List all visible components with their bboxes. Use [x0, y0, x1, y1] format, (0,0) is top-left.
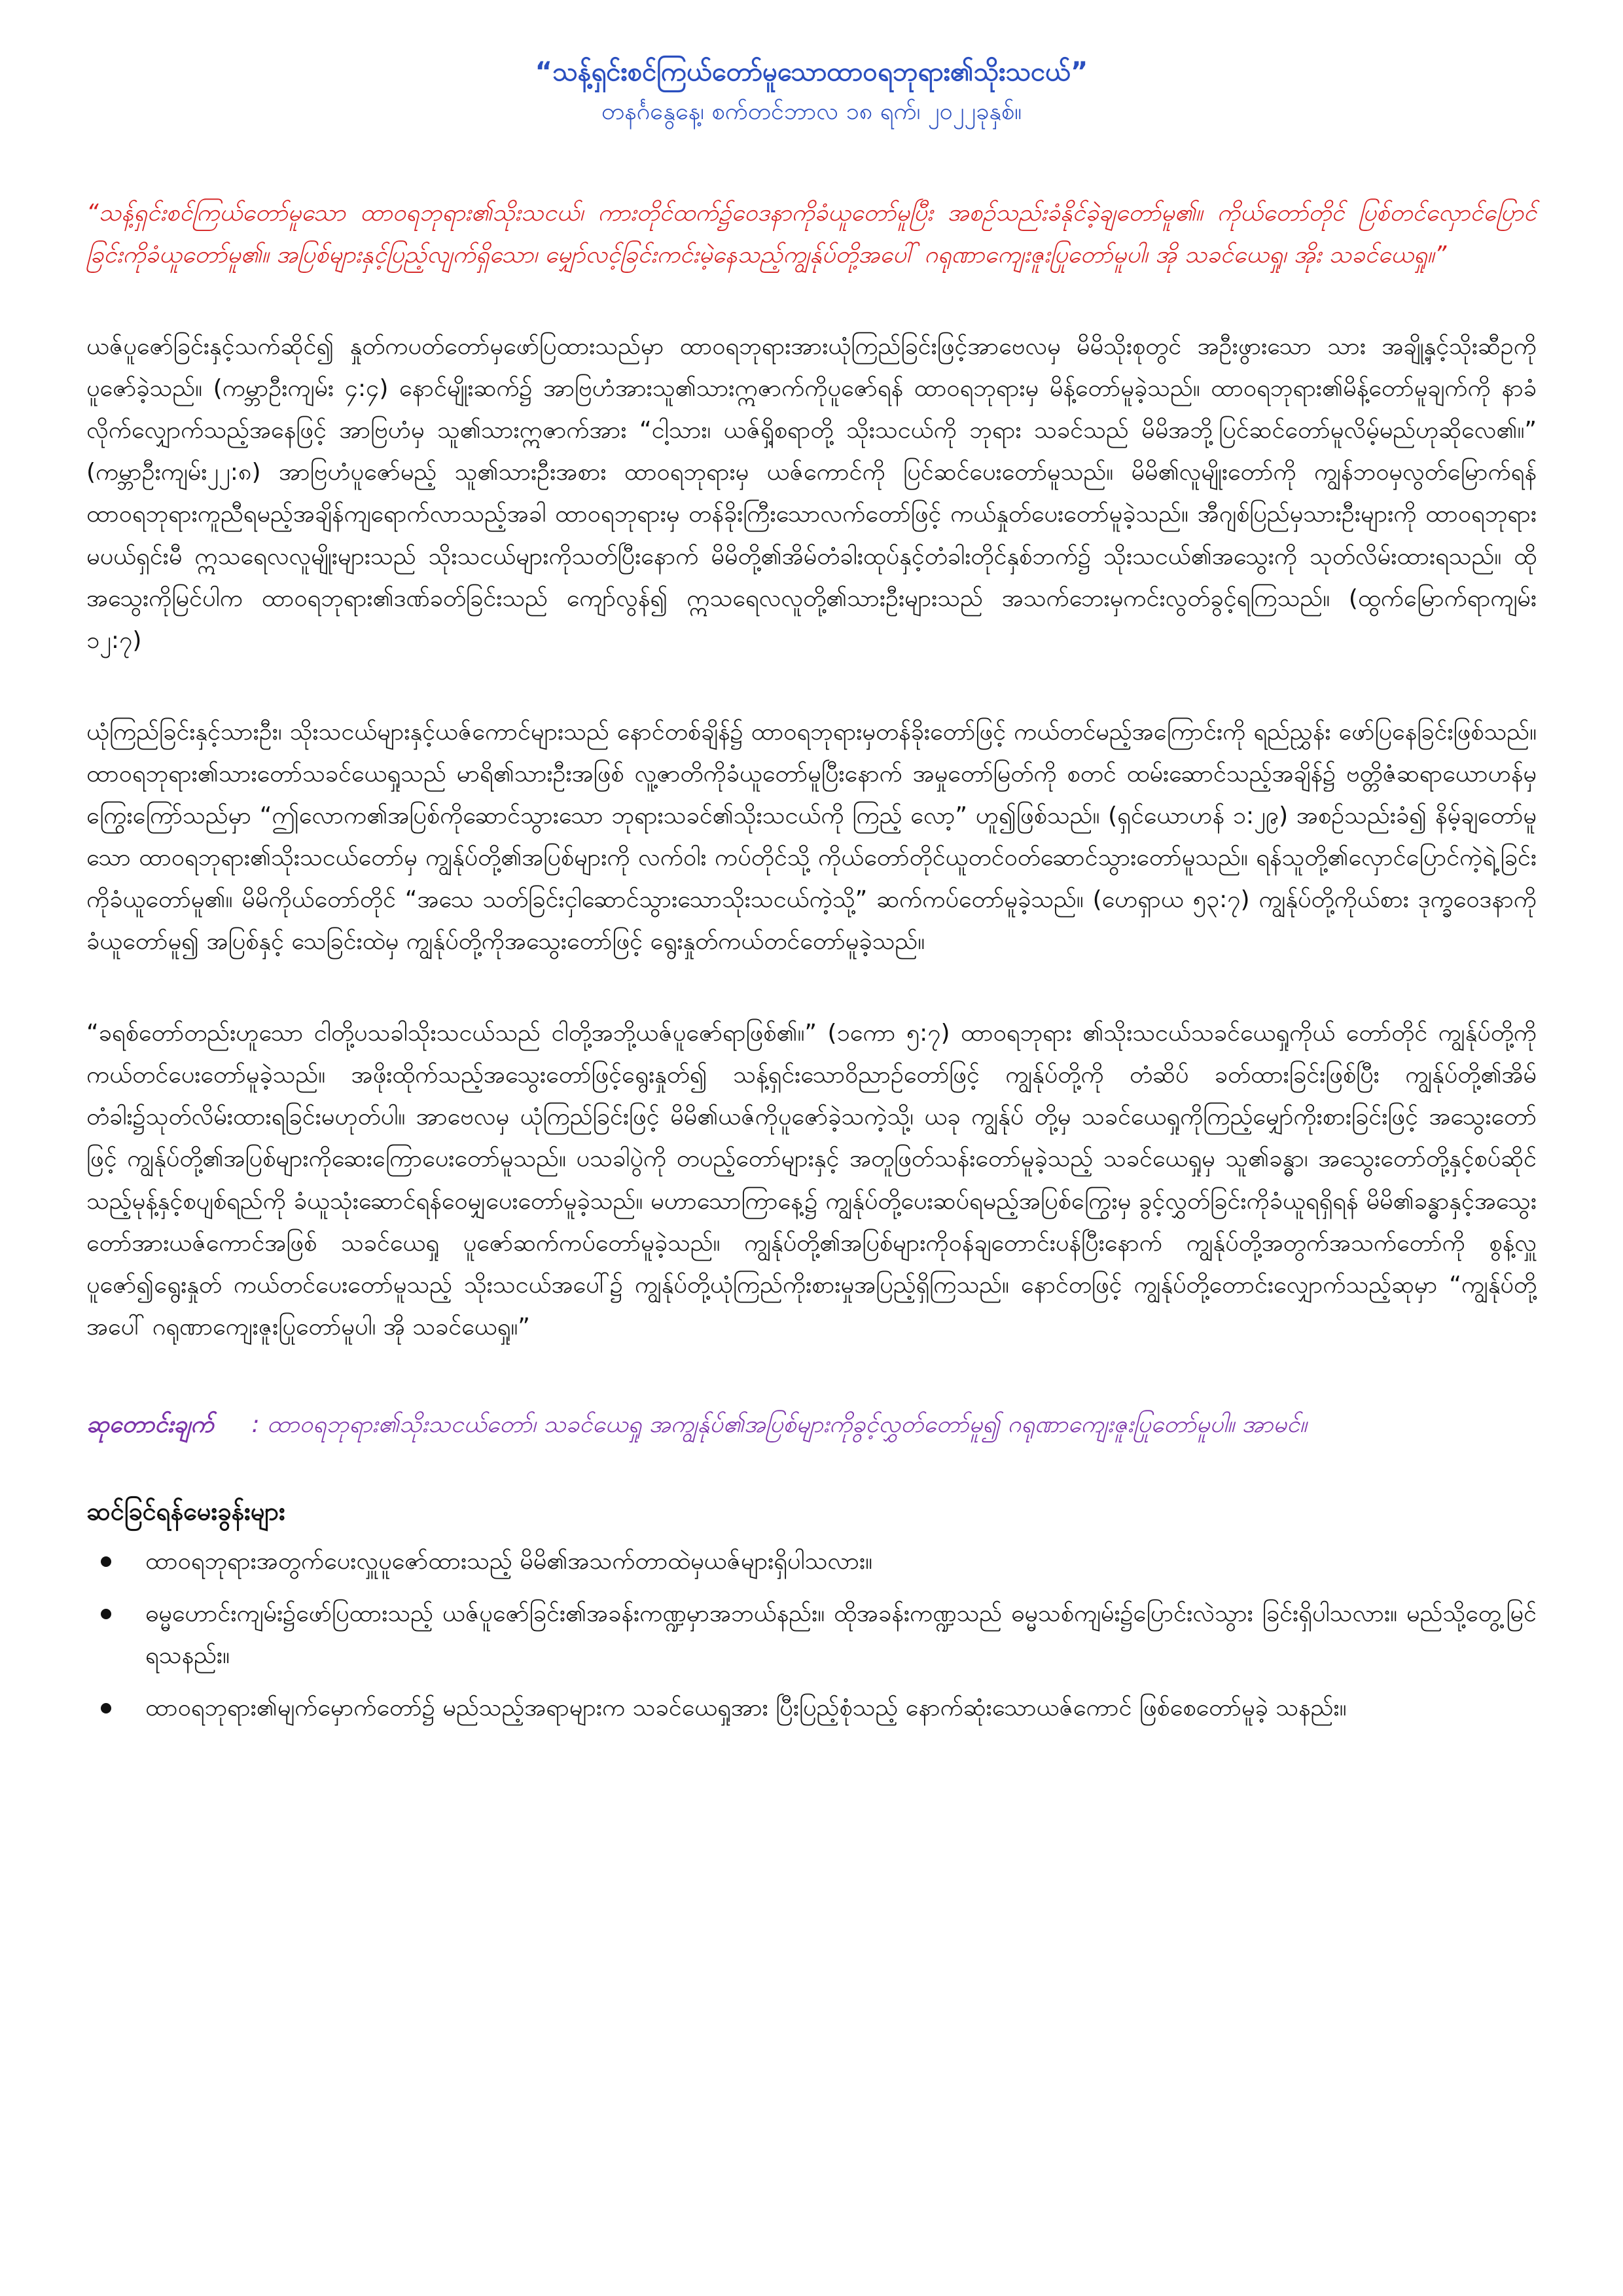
question-text: ဓမ္မဟောင်းကျမ်း၌ဖော်ပြထားသည့် ယဇ်ပူဇော်ခြင်း၏အခန်းကဏ္ဍမှာအဘယ်နည်း။ ထိုအခန်းကဏ္ဍသည် ဓမ္မသစ်ကျမ်း၌ပြောင်းလဲသွား ခြင်းရှိပါသလား။ မည်သို့တွေ့မြင်ရသနည်း။ — [145, 1600, 1537, 1670]
bullet-icon — [101, 1703, 111, 1713]
question-item — [145, 1593, 1537, 1677]
bullet-icon — [101, 1556, 111, 1567]
question-text: ထာဝရဘုရားအတွက်ပေးလှူပူဇော်ထားသည့် မိမိ၏အသက်တာထဲမှယဇ်များရှိပါသလား။ — [145, 1548, 873, 1575]
opening-verse: “သန့်ရှင်းစင်ကြယ်တော်မူသော ထာဝရဘုရား၏သိုးသငယ်၊ ကားတိုင်ထက်၌ဝေဒနာကိုခံယူတော်မူပြီး အစဉ်သည်းခံနိုင်ခဲ့ချတော်မူ၏။ ကိုယ်တော်တိုင် ပြစ်တင်လှောင်ပြောင်ခြင်းကိုခံယူတော်မူ၏။ အပြစ်များနှင့်ပြည့်လျက်ရှိသော၊ မျှော်လင့်ခြင်းကင်းမဲ့နေသည့်ကျွန်ုပ်တို့အပေါ် ဂရုဏာကျေးဇူးပြုတော်မူပါ၊ အို သခင်ယေရှု၊ အိုး သခင်ယေရှု။” — [86, 200, 1537, 269]
page-title: “သန့်ရှင်းစင်ကြယ်တော်မူသောထာဝရဘုရား၏သိုးသငယ်” — [535, 57, 1088, 87]
question-text: ထာဝရဘုရား၏မျက်မှောက်တော်၌ မည်သည့်အရာများက သခင်ယေရှုအား ပြီးပြည့်စုံသည့် နောက်ဆုံးသောယဇ်ကောင် ဖြစ်စေတော်မူခဲ့ သနည်း။ — [145, 1695, 1347, 1722]
prayer-label: ဆုတောင်းချက် — [86, 1410, 214, 1438]
prayer-text: : ထာဝရဘုရား၏သိုးသငယ်တော်၊ သခင်ယေရှု အကျွန်ုပ်၏အပြစ်များကိုခွင့်လွှတ်တော်မူ၍ ဂရုဏာကျေးဇူးပြုတော်မူပါ။ အာမင်။ — [251, 1410, 1307, 1438]
bullet-icon — [101, 1609, 111, 1619]
body-paragraph-3: “ခရစ်တော်တည်းဟူသော ငါတို့ပသခါသိုးသငယ်သည် ငါတို့အဘို့ယဇ်ပူဇော်ရာဖြစ်၏။” (၁ကော ၅:၇) ထာဝရဘုရား ၏သိုးသငယ်သခင်ယေရှုကိုယ် တော်တိုင် ကျွန်ုပ်တို့ကိုကယ်တင်ပေးတော်မူခဲ့သည်။ အဖိုးထိုက်သည့်အသွေးတော်ဖြင့်ရွေးနှုတ်၍ သန့်ရှင်းသောဝိညာဉ်တော်ဖြင့် ကျွန်ုပ်တို့ကို တံဆိပ် ခတ်ထားခြင်းဖြစ်ပြီး ကျွန်ုပ်တို့၏အိမ်တံခါး၌သုတ်လိမ်းထားရခြင်းမဟုတ်ပါ။ အာဗေလမှ ယုံကြည်ခြင်းဖြင့် မိမိ၏ယဇ်ကိုပူဇော်ခဲ့သကဲ့သို့၊ ယခု ကျွန်ုပ် တို့မှ သခင်ယေရှုကိုကြည့်မျှော်ကိုးစားခြင်းဖြင့် အသွေးတော်ဖြင့် ကျွန်ုပ်တို့၏အပြစ်များကိုဆေးကြောပေးတော်မူသည်။ ပသခါပွဲကို တပည့်တော်များနှင့် အတူဖြတ်သန်းတော်မူခဲ့သည့် သခင်ယေရှုမှ သူ၏ခန္ဓာ၊ အသွေးတော်တို့နှင့်စပ်ဆိုင်သည့်မုန့်နှင့်စပျစ်ရည်ကို ခံယူသုံးဆောင်ရန်ဝေမျှပေးတော်မူခဲ့သည်။ မဟာသောကြာနေ့၌ ကျွန်ုပ်တို့ပေးဆပ်ရမည့်အပြစ်ကြွေးမှ ခွင့်လွှတ်ခြင်းကိုခံယူရရှိရန် မိမိ၏ခန္ဓာနှင့်အသွေးတော်အားယဇ်ကောင်အဖြစ် သခင်ယေရှု ပူဇော်ဆက်ကပ်တော်မူခဲ့သည်။ ကျွန်ုပ်တို့၏အပြစ်များကိုဝန်ချတောင်းပန်ပြီးနောက် ကျွန်ုပ်တို့အတွက်အသက်တော်ကို စွန့်လှူပူဇော်၍ရွေးနှုတ် ကယ်တင်ပေးတော်မူသည့် သိုးသငယ်အပေါ်၌ ကျွန်ုပ်တို့ယုံကြည်ကိုးစားမှုအပြည့်ရှိကြသည်။ နောင်တဖြင့် ကျွန်ုပ်တို့တောင်းလျှောက်သည့်ဆုမှာ “ကျွန်ုပ်တို့အပေါ် ဂရုဏာကျေးဇူးပြုတော်မူပါ၊ အို သခင်ယေရှု။” — [86, 1020, 1537, 1340]
questions-heading: ဆင်ခြင်ရန်မေးခွန်းများ — [86, 1497, 285, 1526]
prayer-section — [86, 1405, 1537, 1444]
page-date: တနင်္ဂနွေနေ့၊ စက်တင်ဘာလ ၁၈ ရက်၊ ၂၀၂၂ခုနှစ်။ — [601, 98, 1022, 125]
question-item — [145, 1687, 1537, 1729]
body-paragraph-1: ယဇ်ပူဇော်ခြင်းနှင့်သက်ဆိုင်၍ နှုတ်ကပတ်တော်မှဖော်ပြထားသည်မှာ ထာဝရဘုရားအားယုံကြည်ခြင်းဖြင့်အာဗေလမှ မိမိသိုးစုတွင် အဦးဖွားသော သား အချို့နှင့်သိုးဆီဥကို ပူဇော်ခဲ့သည်။ (ကမ္ဘာဦးကျမ်း ၄:၄) နောင်မျိုးဆက်၌ အာဗြဟံအားသူ၏သားဣဇာက်ကိုပူဇော်ရန် ထာဝရဘုရားမှ မိန့်တော်မူခဲ့သည်။ ထာဝရဘုရား၏မိန့်တော်မူချက်ကို နာခံလိုက်လျှောက်သည့်အနေဖြင့် အာဗြဟံမှ သူ၏သားဣဇာက်အား “ငါ့သား၊ ယဇ်ရှိ့စရာတို့ သိုးသငယ်ကို ဘုရား သခင်သည် မိမိအဘို့ပြင်ဆင်တော်မူလိမ့်မည်ဟုဆိုလေ၏။” (ကမ္ဘာဦးကျမ်း၂၂:၈) အာဗြဟံပူဇော်မည့် သူ၏သားဦးအစား ထာဝရဘုရားမှ ယဇ်ကောင်ကို ပြင်ဆင်ပေးတော်မူသည်။ မိမိ၏လူမျိုးတော်ကို ကျွန်ဘဝမှလွတ်မြောက်ရန် ထာဝရဘုရားကူညီရမည့်အချိန်ကျရောက်လာသည့်အခါ ထာဝရဘုရားမှ တန်ခိုးကြီးသောလက်တော်ဖြင့် ကယ်နှုတ်ပေးတော်မူခဲ့သည်။ အီဂျစ်ပြည်မှသားဦးများကို ထာဝရဘုရားမပယ်ရှင်းမီ ဣသရေလလူမျိုးများသည် သိုးသငယ်များကိုသတ်ပြီးနောက် မိမိတို့၏အိမ်တံခါးထုပ်နှင့်တံခါးတိုင်နှစ်ဘက်၌ သိုးသငယ်၏အသွေးကို သုတ်လိမ်းထားရသည်။ ထိုအသွေးကိုမြင်ပါက ထာဝရဘုရား၏ဒဏ်ခတ်ခြင်းသည် ကျော်လွန်၍ ဣသရေလလူတို့၏သားဦးများသည် အသက်ဘေးမှကင်းလွတ်ခွင့်ရကြသည်။ (ထွက်မြောက်ရာကျမ်း ၁၂:၇) — [86, 333, 1537, 654]
body-paragraph-2: ယုံကြည်ခြင်းနှင့်သားဦး၊ သိုးသငယ်များနှင့်ယဇ်ကောင်များသည် နောင်တစ်ချိန်၌ ထာဝရဘုရားမှတန်ခိုးတော်ဖြင့် ကယ်တင်မည့်အကြောင်းကို ရည်ညွှန်း ဖော်ပြနေခြင်းဖြစ်သည်။ ထာဝရဘုရား၏သားတော်သခင်ယေရှုသည် မာရိ၏သားဦးအဖြစ် လူ့ဇာတိကိုခံယူတော်မူပြီးနောက် အမှုတော်မြတ်ကို စတင် ထမ်းဆောင်သည့်အချိန်၌ ဗတ္တိဇံဆရာယောဟန်မှကြွေးကြော်သည်မှာ “ဤလောက၏အပြစ်ကိုဆောင်သွားသော ဘုရားသခင်၏သိုးသငယ်ကို ကြည့် လော့” ဟူ၍ဖြစ်သည်။ (ရှင်ယောဟန် ၁:၂၉) အစဉ်သည်းခံ၍ နိမ့်ချတော်မူသော ထာဝရဘုရား၏သိုးသငယ်တော်မှ ကျွန်ုပ်တို့၏အပြစ်များကို လက်ဝါး ကပ်တိုင်သို့ ကိုယ်တော်တိုင်ယူတင်ဝတ်ဆောင်သွားတော်မူသည်။ ရန်သူတို့၏လှောင်ပြောင်ကဲ့ရဲ့ခြင်းကိုခံယူတော်မူ၏။ မိမိကိုယ်တော်တိုင် “အသေ သတ်ခြင်းငှါဆောင်သွားသောသိုးသငယ်ကဲ့သို့” ဆက်ကပ်တော်မူခဲ့သည်။ (ဟေရှာယ ၅၃:၇) ကျွန်ုပ်တို့ကိုယ်စား ဒုက္ခဝေဒနာကိုခံယူတော်မူ၍ အပြစ်နှင့် သေခြင်းထဲမှ ကျွန်ုပ်တို့ကိုအသွေးတော်ဖြင့် ရွေးနှုတ်ကယ်တင်တော်မူခဲ့သည်။ — [86, 718, 1537, 956]
question-item — [145, 1541, 1537, 1583]
questions-list — [86, 1541, 1537, 1729]
